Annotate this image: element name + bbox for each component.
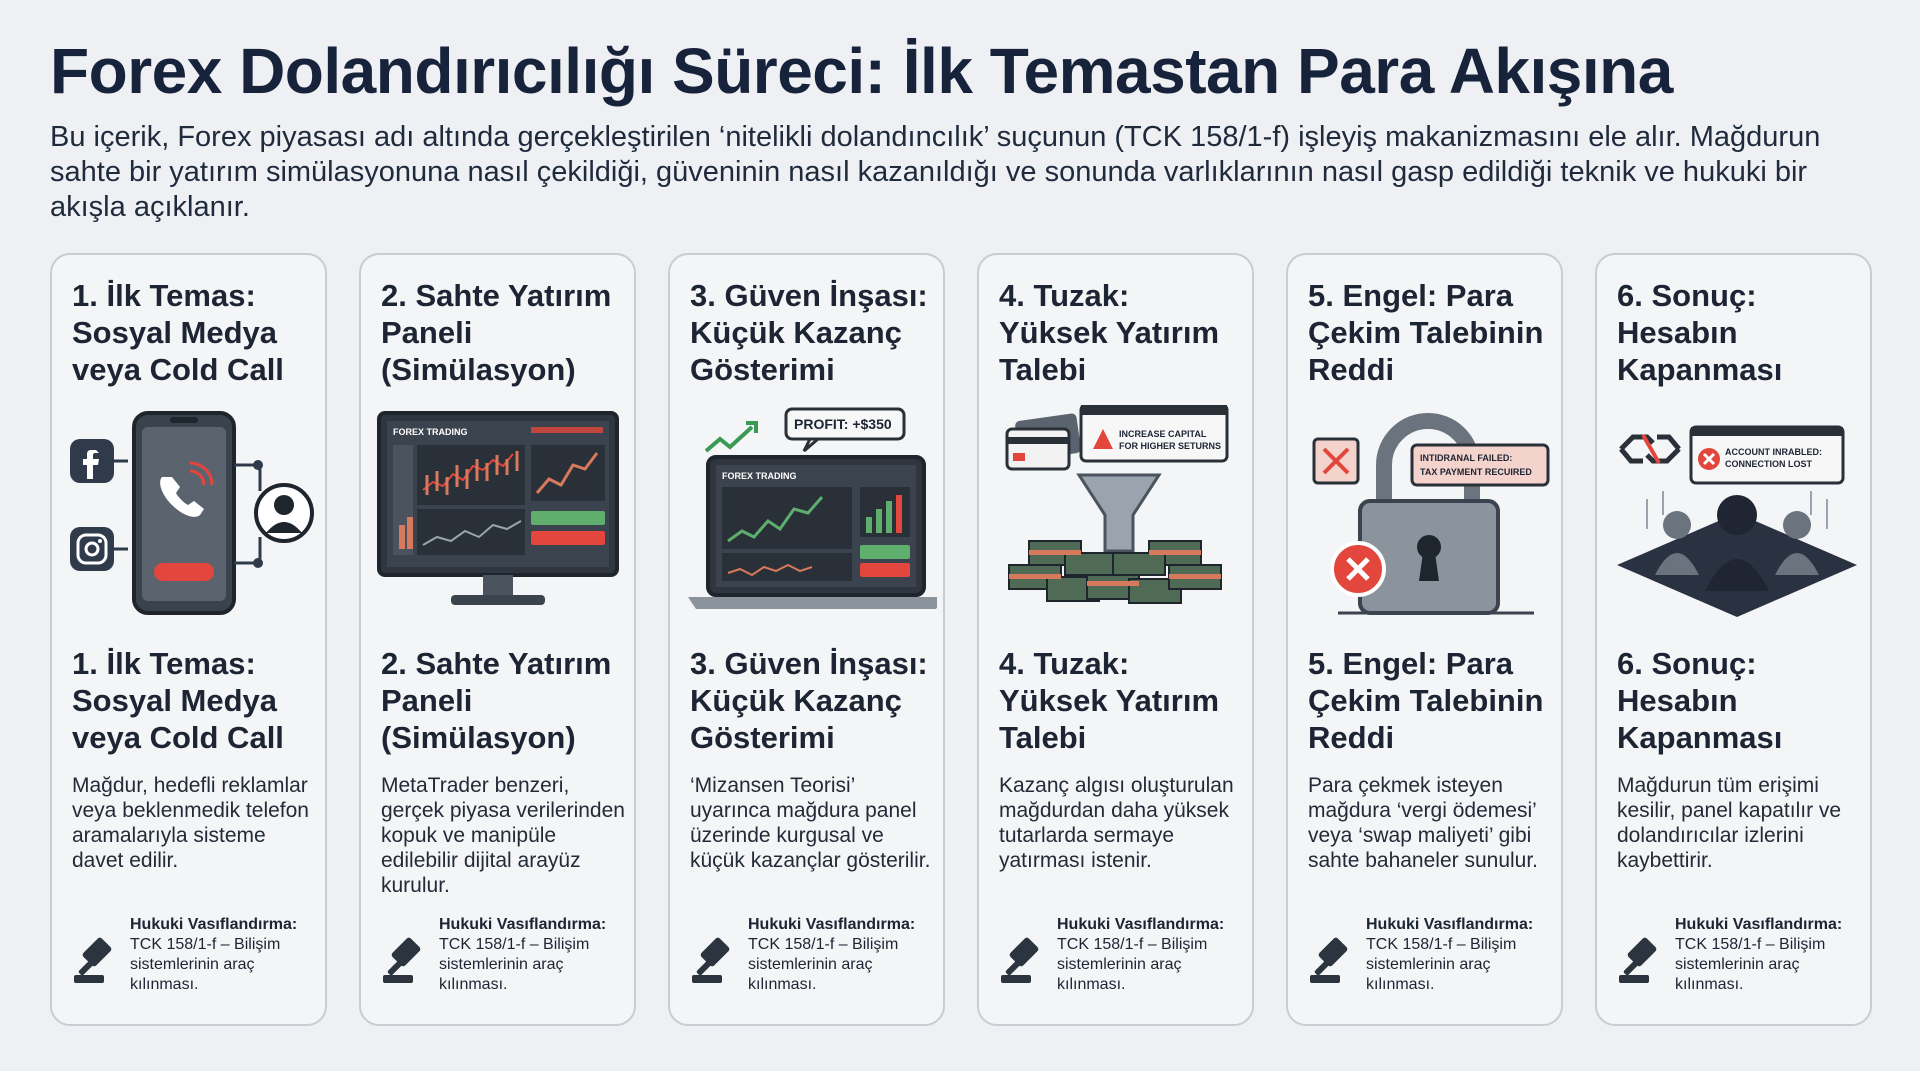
legal-text: TCK 158/1-f – Bilişim sistemlerinin araç kılınması.	[439, 936, 590, 993]
trend-up-icon	[706, 427, 752, 451]
card-description: Mağdur, hedefli reklamlar veya beklenmedik telefon aramalarıyla sisteme davet edilir.	[72, 774, 309, 872]
profit-bubble	[786, 409, 904, 451]
legal-classification	[688, 915, 938, 1015]
card-description: MetaTrader benzeri, gerçek piyasa verilerinden kopuk ve manipüle edilebilir dijital arayüz kurulur.	[381, 774, 625, 897]
alert-line-1: INCREASE CAPITAL	[1119, 429, 1207, 439]
card-subtitle: 3. Güven İnşası: Küçük Kazanç Gösterimi	[690, 646, 928, 755]
legal-classification	[1306, 915, 1556, 1015]
alert-line-2: TAX PAYMENT RECUIRED	[1420, 467, 1532, 477]
card-title: 6. Sonuç: Hesabın Kapanması	[1617, 278, 1783, 387]
legal-classification	[379, 915, 629, 1015]
card-1	[50, 253, 327, 1026]
phone-contact-illustration	[62, 405, 319, 625]
page-title: Forex Dolandırıcılığı Süreci: İlk Temastan Para Akışına	[50, 35, 1673, 107]
legal-classification	[1615, 915, 1865, 1015]
padlock-illustration	[1298, 405, 1555, 625]
card-title: 1. İlk Temas: Sosyal Medya veya Cold Call	[72, 278, 284, 387]
legal-text: TCK 158/1-f – Bilişim sistemlerinin araç kılınması.	[130, 936, 281, 993]
legal-heading: Hukuki Vasıflandırma:	[1675, 916, 1843, 933]
legal-text: TCK 158/1-f – Bilişim sistemlerinin araç kılınması.	[1675, 936, 1826, 993]
card-description: ‘Mizansen Teorisi’ uyarınca mağdura panel üzerinde kurgusal ve küçük kazançlar gösterilir.	[690, 774, 931, 872]
alert-line-1: ACCOUNT INRABLED:	[1725, 447, 1822, 457]
instagram-icon	[70, 527, 114, 571]
blocked-document-icon	[1314, 439, 1358, 483]
legal-classification	[70, 915, 320, 1015]
legal-text: TCK 158/1-f – Bilişim sistemlerinin araç kılınması.	[1057, 936, 1208, 993]
legal-heading: Hukuki Vasıflandırma:	[1057, 916, 1225, 933]
disconnected-users-illustration	[1607, 405, 1864, 625]
card-3	[668, 253, 945, 1026]
card-subtitle: 4. Tuzak: Yüksek Yatırım Talebi	[999, 646, 1220, 755]
buy-button	[531, 511, 605, 525]
legal-text: TCK 158/1-f – Bilişim sistemlerinin araç kılınması.	[1366, 936, 1517, 993]
error-message-window	[1412, 445, 1548, 485]
facebook-icon	[70, 439, 114, 483]
legal-heading: Hukuki Vasıflandırma:	[748, 916, 916, 933]
funnel-icon	[1079, 475, 1159, 551]
end-call-button	[154, 563, 214, 581]
alert-window	[1081, 405, 1227, 461]
card-description: Kazanç algısı oluşturulan mağdurdan daha yüksek tutarlarda sermaye yatırması istenir.	[999, 774, 1234, 872]
trading-monitor-illustration	[371, 405, 628, 625]
alert-line-1: INTIDRANAL FAILED:	[1420, 453, 1513, 463]
caller-avatar-icon	[256, 485, 312, 541]
sell-button	[531, 531, 605, 545]
card-subtitle: 6. Sonuç: Hesabın Kapanması	[1617, 646, 1783, 755]
screen-label: FOREX TRADING	[393, 427, 468, 437]
legal-classification	[997, 915, 1247, 1015]
card-5	[1286, 253, 1563, 1026]
gavel-icon	[379, 935, 431, 987]
card-description: Para çekmek isteyen mağdura ‘vergi ödemesi’ veya ‘swap maliyeti’ gibi sahte bahaneler sunulur.	[1308, 774, 1539, 872]
legal-heading: Hukuki Vasıflandırma:	[439, 916, 607, 933]
legal-heading: Hukuki Vasıflandırma:	[130, 916, 298, 933]
broken-link-icon	[1621, 435, 1679, 463]
profit-laptop-illustration	[680, 405, 937, 625]
error-icon	[1332, 543, 1384, 595]
card-2	[359, 253, 636, 1026]
card-title: 4. Tuzak: Yüksek Yatırım Talebi	[999, 278, 1220, 387]
card-title: 5. Engel: Para Çekim Talebinin Reddi	[1308, 278, 1544, 387]
screen-label: FOREX TRADING	[722, 471, 797, 481]
profit-label: PROFIT: +$350	[794, 416, 892, 432]
gavel-icon	[70, 935, 122, 987]
card-title: 2. Sahte Yatırım Paneli (Simülasyon)	[381, 278, 612, 387]
card-title: 3. Güven İnşası: Küçük Kazanç Gösterimi	[690, 278, 928, 387]
error-message-window	[1691, 427, 1843, 483]
gavel-icon	[1306, 935, 1358, 987]
money-funnel-illustration	[989, 405, 1246, 625]
card-6	[1595, 253, 1872, 1026]
legal-heading: Hukuki Vasıflandırma:	[1366, 916, 1534, 933]
card-subtitle: 5. Engel: Para Çekim Talebinin Reddi	[1308, 646, 1544, 755]
card-subtitle: 2. Sahte Yatırım Paneli (Simülasyon)	[381, 646, 612, 755]
card-subtitle: 1. İlk Temas: Sosyal Medya veya Cold Call	[72, 646, 284, 755]
gavel-icon	[688, 935, 740, 987]
process-cards	[50, 253, 1870, 1026]
intro-text: Bu içerik, Forex piyasası adı altında gerçekleştirilen ‘nitelikli dolandıncılık’ suçunun (TCK 158/1-f) işleyiş makanizmasını ele alır. Mağdurun sahte bir yatırım simülasyonuna nasıl çekildiği, güveninin nasıl kazanıldığı ve sonunda varlıklarının nasıl gasp edildiği teknik ve hukuki bir akışla açıklanır.	[50, 121, 1821, 223]
alert-line-2: CONNECTION LOST	[1725, 459, 1812, 469]
gavel-icon	[997, 935, 1049, 987]
alert-line-2: FOR HIGHER SETURNS	[1119, 441, 1222, 451]
gavel-icon	[1615, 935, 1667, 987]
card-description: Mağdurun tüm erişimi kesilir, panel kapatılır ve dolandırıcılar izlerini kaybettirir.	[1617, 774, 1842, 872]
credit-card-icon	[1007, 413, 1081, 469]
card-4	[977, 253, 1254, 1026]
legal-text: TCK 158/1-f – Bilişim sistemlerinin araç kılınması.	[748, 936, 899, 993]
